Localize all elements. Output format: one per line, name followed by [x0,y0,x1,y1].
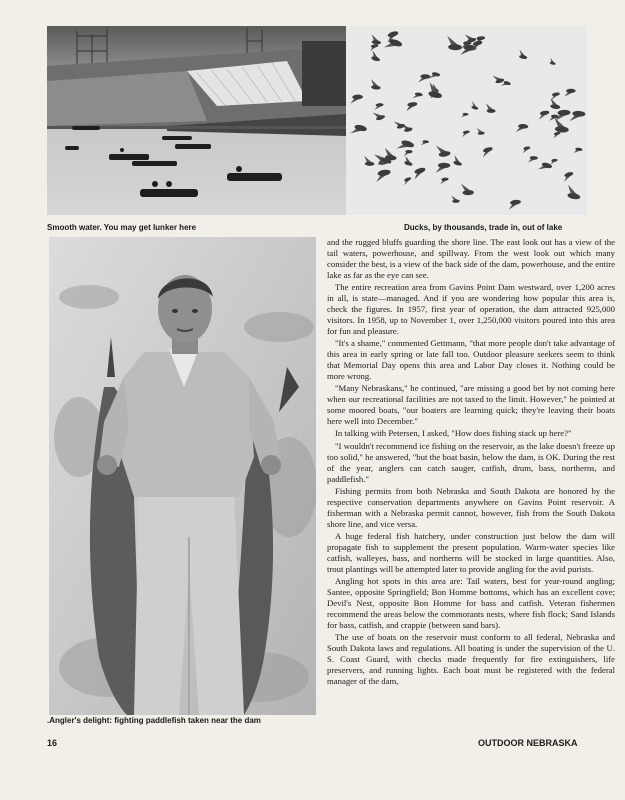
article-paragraph: Angling hot spots in this area are: Tail waters, best for year-round angling; Santee, opposite Springfield; Bon Homme bottoms, which has an excellent cove; Devil's Nest, opposite Bon Homme for bass and catfish. Veteran fishermen recommend the areas below the commorants nests, where fish flock; Sand Islands for bass, catfish, and crappie (between sand bars). [327,576,615,630]
article-body [327,237,615,725]
right-photo-caption: Ducks, by thousands, trade in, out of lake [404,223,563,232]
page-number: 16 [47,738,58,748]
article-paragraph: In talking with Petersen, I asked, "How does fishing stack up here?" [335,428,572,439]
article-paragraph: Fishing permits from both Nebraska and South Dakota are honored by the respective conservation departments anywhere on Gavins Point reservoir. A fisherman with a Nebraska permit cannot, however, fish from the South Dakota shore line, and vice versa. [327,485,615,529]
angler-photo-caption: .Angler's delight: fighting paddlefish taken near the dam [47,716,261,725]
article-paragraph: The entire recreation area from Gavins Point Dam westward, over 1,200 acres in all, is state—managed. And if you are wondering how popular this area is, check the figures. In 1957, first year of operation, the dam attracted 925,000 visitors. In 1958, up to November 1, over 1,250,000 visitors poured into this area for fun and pleasure. [327,282,615,336]
left-photo-caption: Smooth water. You may get lunker here [47,223,197,232]
lake-boats-photo [47,26,346,215]
article-paragraph: A huge federal fish hatchery, under construction just below the dam will propagate fish to supplement the present population. Warm-water species like catfish, walleyes, bass, and northerns will be stocked in large quantities. Also, trout plantings will be attempted later to provide angling for the avid purists. [327,531,615,574]
magazine-name: OUTDOOR NEBRASKA [478,738,578,748]
article-paragraph: "I wouldn't recommend ice fishing on the reservoir, as the lake doesn't freeze up too solid," he answered, "but the boat basin, below the dam, is OK. During the rest of the year, anglers can catch sauger, catfish, drum, bass, northerns, and paddlefish." [327,440,615,484]
article-paragraph: The use of boats on the reservoir must conform to all federal, Nebraska and South Dakota laws and regulations. All boating is under the supervision of the U. S. Coast Guard, with checks made frequently for fire extinguishers, life preservers, and running lights. Each boat must be registered with the federal manager of the dam, [327,632,615,686]
article-paragraph: "Many Nebraskans," he continued, "are missing a good bet by not coming here when our recreational facilities are not taxed to the limit. However," he pointed at some moored boats, "our boaters are learning quick; they're leaving their boats here well into December." [327,383,615,426]
article-paragraph: "It's a shame," commented Gettmann, "that more people don't take advantage of this area in early spring or late fall too. Outdoor pleasure seekers seem to think that Memorial Day opens this area and Labor Day closes it. Nothing could be more wrong. [327,338,615,381]
article-paragraph: and the rugged bluffs guarding the shore line. The east look out has a view of the tail waters, powerhouse, and spillway. From the west look out which many consider the best, is a view of the back side of the dam, powerhouse, and the entire lake as far as the eye can see. [327,237,615,280]
ducks-photo [346,26,587,215]
angler-photo [49,237,316,715]
